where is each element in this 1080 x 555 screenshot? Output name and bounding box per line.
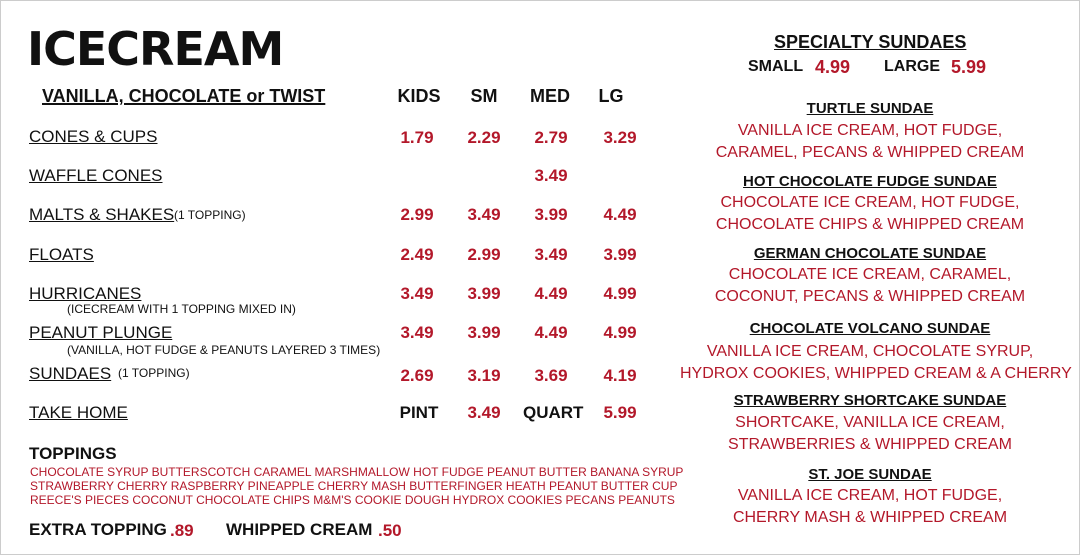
price-med: 4.49 <box>534 323 568 342</box>
toppings-line: REECE'S PIECES COCONUT CHOCOLATE CHIPS M&M'S COOKIE DOUGH HYDROX COOKIES PECANS PEANUTS <box>30 493 675 507</box>
size-header-sm: SM <box>470 86 498 106</box>
specialty-title: SPECIALTY SUNDAES <box>774 32 967 52</box>
price-sm: 2.99 <box>467 245 501 264</box>
sundae-name: GERMAN CHOCOLATE SUNDAE <box>753 245 987 262</box>
menu-item-name: FLOATS <box>29 245 94 264</box>
sundae-desc-line: SHORTCAKE, VANILLA ICE CREAM, <box>735 414 1005 431</box>
flavor-header: VANILLA, CHOCOLATE or TWIST <box>42 86 326 106</box>
price-sm: 2.29 <box>467 128 501 147</box>
sundae-desc-line: CARAMEL, PECANS & WHIPPED CREAM <box>715 144 1025 161</box>
price-kids: 1.79 <box>400 128 434 147</box>
sundae-desc-line: CHERRY MASH & WHIPPED CREAM <box>732 509 1008 526</box>
menu-item-name: PEANUT PLUNGE <box>29 323 173 342</box>
price-kids: 3.49 <box>400 323 434 342</box>
sundae-name: TURTLE SUNDAE <box>806 100 934 117</box>
sundae-name: STRAWBERRY SHORTCAKE SUNDAE <box>733 392 1007 409</box>
sundae-desc-line: STRAWBERRIES & WHIPPED CREAM <box>728 436 1012 453</box>
price-med: 3.49 <box>534 245 568 264</box>
extra-topping-price: .89 <box>170 521 194 540</box>
extra-topping-label: EXTRA TOPPING <box>29 520 167 539</box>
price-med: 3.99 <box>534 205 568 224</box>
toppings-line: CHOCOLATE SYRUP BUTTERSCOTCH CARAMEL MARSHMALLOW HOT FUDGE PEANUT BUTTER BANANA SYRUP <box>30 465 684 479</box>
take-home-label: TAKE HOME <box>29 403 128 422</box>
price-med: 4.49 <box>534 284 568 303</box>
price-lg: 4.19 <box>603 366 637 385</box>
sundae-name: CHOCOLATE VOLCANO SUNDAE <box>749 320 991 337</box>
sundae-desc-line: CHOCOLATE ICE CREAM, HOT FUDGE, <box>720 194 1020 211</box>
large-price: 5.99 <box>951 57 987 77</box>
menu-item-name: HURRICANES <box>29 284 142 303</box>
page-title: ICECREAM <box>27 22 284 76</box>
menu-item-note: (VANILLA, HOT FUDGE & PEANUTS LAYERED 3 TIMES) <box>67 343 381 357</box>
price-lg: 3.29 <box>603 128 637 147</box>
menu-item-name: WAFFLE CONES <box>29 166 163 185</box>
price-med: 3.49 <box>534 166 568 185</box>
large-label: LARGE <box>884 58 940 75</box>
menu-item-note: (1 TOPPING) <box>174 208 246 222</box>
price-sm: 3.19 <box>467 366 501 385</box>
price-med: 2.79 <box>534 128 568 147</box>
menu-item-note: (ICECREAM WITH 1 TOPPING MIXED IN) <box>67 302 296 316</box>
sundae-desc-line: CHOCOLATE ICE CREAM, CARAMEL, <box>728 266 1012 283</box>
whipped-cream-price: .50 <box>378 521 402 540</box>
sundae-name: ST. JOE SUNDAE <box>808 466 932 483</box>
menu-item-note: (1 TOPPING) <box>118 366 190 380</box>
pint-price: 3.49 <box>467 403 501 422</box>
size-header-med: MED <box>530 86 570 106</box>
small-label: SMALL <box>748 58 804 75</box>
price-kids: 2.49 <box>400 245 434 264</box>
price-lg: 4.49 <box>603 205 637 224</box>
price-sm: 3.99 <box>467 284 501 303</box>
sundae-desc-line: VANILLA ICE CREAM, HOT FUDGE, <box>737 487 1003 504</box>
size-header-lg: LG <box>598 86 624 106</box>
sundae-desc-line: CHOCOLATE CHIPS & WHIPPED CREAM <box>715 216 1025 233</box>
price-sm: 3.49 <box>467 205 501 224</box>
price-kids: 2.69 <box>400 366 434 385</box>
sundae-name: HOT CHOCOLATE FUDGE SUNDAE <box>743 173 997 190</box>
quart-label: QUART <box>523 403 584 422</box>
size-header-kids: KIDS <box>397 86 441 106</box>
price-lg: 4.99 <box>603 323 637 342</box>
small-price: 4.99 <box>815 57 851 77</box>
sundae-desc-line: COCONUT, PECANS & WHIPPED CREAM <box>714 288 1026 305</box>
pint-label: PINT <box>399 403 439 422</box>
price-lg: 4.99 <box>603 284 637 303</box>
sundae-desc-line: HYDROX COOKIES, WHIPPED CREAM & A CHERRY <box>680 365 1072 382</box>
price-med: 3.69 <box>534 366 568 385</box>
toppings-line: STRAWBERRY CHERRY RASPBERRY PINEAPPLE CHERRY MASH BUTTERFINGER HEATH PEANUT BUTTER CUP <box>30 479 678 493</box>
price-sm: 3.99 <box>467 323 501 342</box>
sundae-desc-line: VANILLA ICE CREAM, CHOCOLATE SYRUP, <box>706 343 1034 360</box>
menu-item-name: SUNDAES <box>29 364 112 383</box>
menu-item-name: MALTS & SHAKES <box>29 205 175 224</box>
price-kids: 2.99 <box>400 205 434 224</box>
toppings-title: TOPPINGS <box>29 444 117 463</box>
whipped-cream-label: WHIPPED CREAM <box>226 520 373 539</box>
menu-item-name: CONES & CUPS <box>29 127 158 146</box>
price-kids: 3.49 <box>400 284 434 303</box>
quart-price: 5.99 <box>603 403 637 422</box>
sundae-desc-line: VANILLA ICE CREAM, HOT FUDGE, <box>737 122 1003 139</box>
price-lg: 3.99 <box>603 245 637 264</box>
